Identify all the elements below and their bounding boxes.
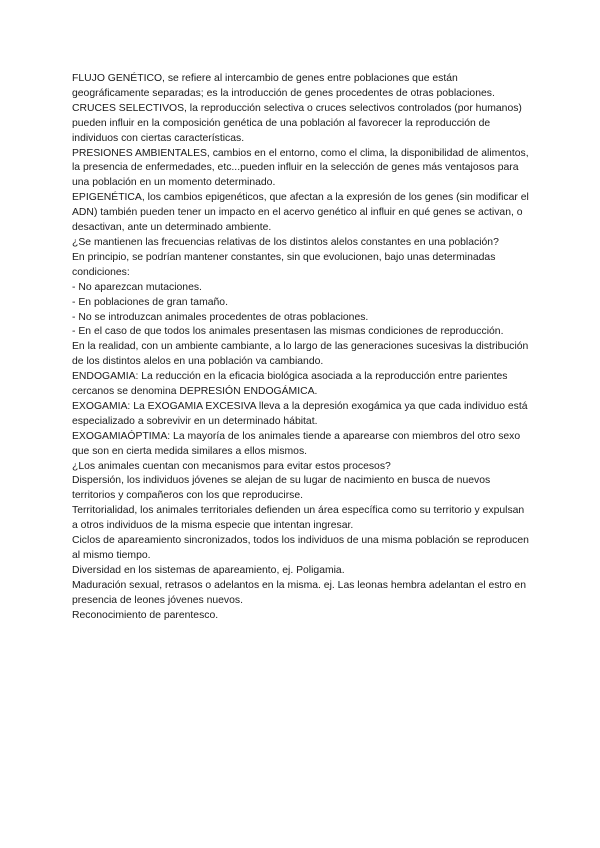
paragraph-question-mecanismos: ¿Los animales cuentan con mecanismos para evitar estos procesos? (72, 460, 391, 472)
paragraph-exogamia: EXOGAMIA: La EXOGAMIA EXCESIVA lleva a la depresión exogámica ya que cada individuo está especializado a sobrevivir en un determinado hábitat. (72, 400, 528, 427)
list-item: - En el caso de que todos los animales presentasen las mismas condiciones de reproducción. (72, 326, 504, 338)
paragraph-principio: En principio, se podrían mantener constantes, sin que evolucionen, bajo unas determinadas condiciones: (72, 251, 496, 278)
paragraph-endogamia: ENDOGAMIA: La reducción en la eficacia biológica asociada a la reproducción entre parientes cercanos se denomina DEPRESIÓN ENDOGÁMICA. (72, 371, 508, 398)
list-item: - En poblaciones de gran tamaño. (72, 296, 228, 308)
paragraph-epigenetica: EPIGENÉTICA, los cambios epigenéticos, que afectan a la expresión de los genes (sin modificar el ADN) también pueden tener un impacto en el acervo genético al influir en qué genes se activan, o desactivan, ante un determinado ambiente. (72, 192, 529, 234)
paragraph-diversidad: Diversidad en los sistemas de apareamiento, ej. Poligamia. (72, 564, 345, 576)
list-item: - No se introduzcan animales procedentes de otras poblaciones. (72, 311, 369, 323)
paragraph-cruces-selectivos: CRUCES SELECTIVOS, la reproducción selectiva o cruces selectivos controlados (por humanos) pueden influir en la composición genética de una población al favorecer la reproducción de individuos con ciertas características. (72, 102, 522, 144)
paragraph-reconocimiento: Reconocimiento de parentesco. (72, 609, 219, 621)
paragraph-ciclos-apareamiento: Ciclos de apareamiento sincronizados, todos los individuos de una misma población se reproducen al mismo tiempo. (72, 535, 529, 561)
paragraph-flujo-genetico: FLUJO GENÉTICO, se refiere al intercambio de genes entre poblaciones que están geográficamente separadas; es la introducción de genes procedentes de otras poblaciones. (72, 73, 495, 99)
paragraph-dispersion: Dispersión, los individuos jóvenes se alejan de su lugar de nacimiento en busca de nuevos territorios y compañeros con los que reproducirse. (72, 475, 491, 502)
document-body (72, 72, 532, 624)
paragraph-presiones-ambientales: PRESIONES AMBIENTALES, cambios en el entorno, como el clima, la disponibilidad de alimentos, la presencia de enfermedades, etc...pueden influir en la selección de genes más ventajosos para una población en un momento determinado. (72, 147, 529, 189)
paragraph-maduracion-sexual: Maduración sexual, retrasos o adelantos en la misma. ej. Las leonas hembra adelantan el estro en presencia de leones jóvenes nuevos. (72, 579, 526, 606)
list-item: - No aparezcan mutaciones. (72, 281, 202, 293)
paragraph-exogamia-optima: EXOGAMIAÓPTIMA: La mayoría de los animales tiende a aparearse con miembros del otro sexo que son en cierta medida similares a ellos mismos. (72, 430, 521, 457)
paragraph-question-frecuencias: ¿Se mantienen las frecuencias relativas de los distintos alelos constantes en una población? (72, 236, 499, 248)
paragraph-territorialidad: Territorialidad, los animales territoriales defienden un área específica como su territorio y expulsan a otros individuos de la misma especie que intentan ingresar. (72, 505, 525, 532)
paragraph-realidad: En la realidad, con un ambiente cambiante, a lo largo de las generaciones sucesivas la distribución de los distintos alelos en una población va cambiando. (72, 341, 529, 368)
